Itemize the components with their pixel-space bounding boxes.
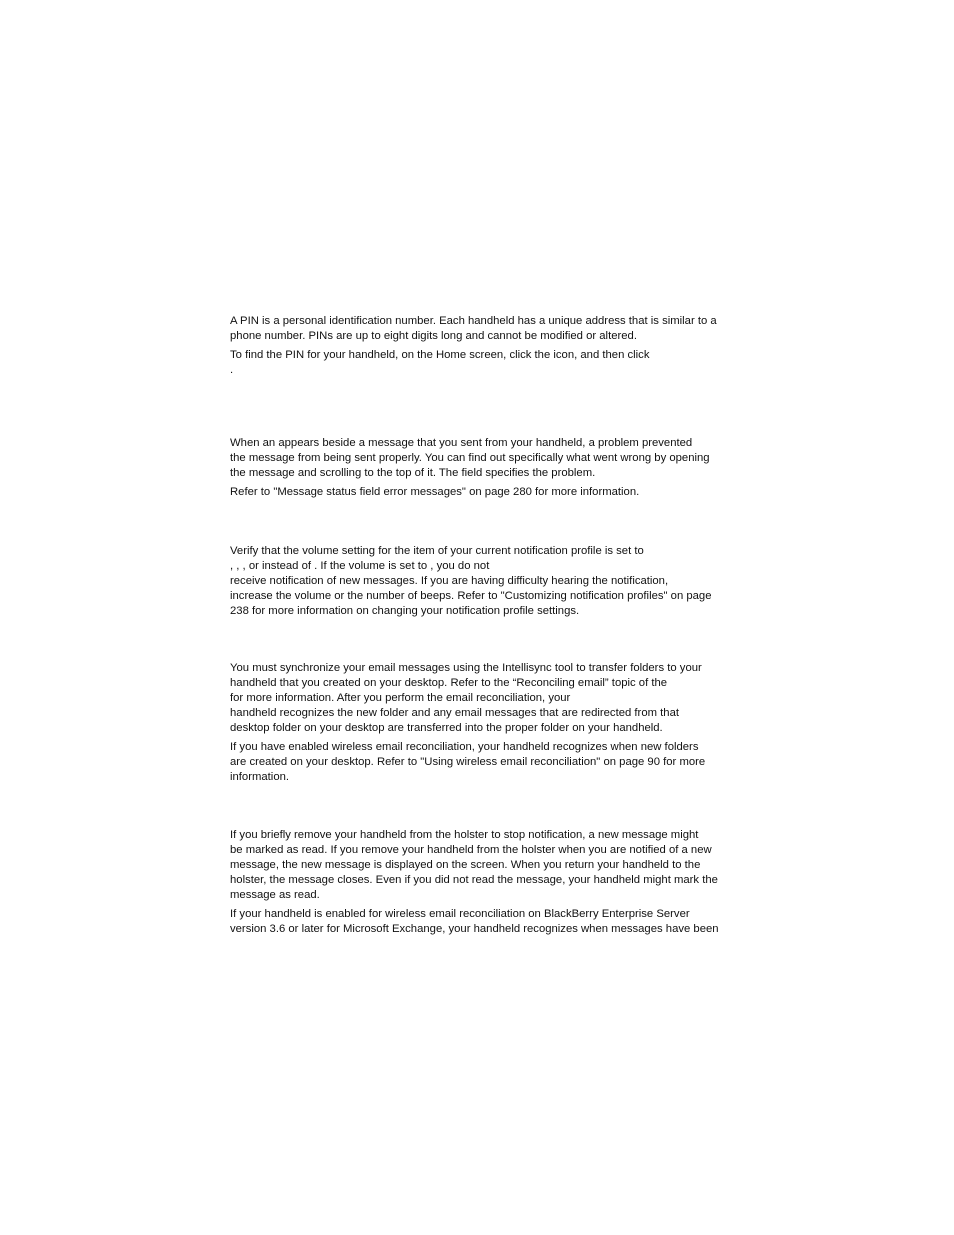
text-line: for more information. After you perform the email reconciliation, your — [230, 691, 571, 704]
text-line: When an appears beside a message that you sent from your handheld, a problem prevented — [230, 437, 693, 449]
find-pin-paragraph — [230, 348, 730, 378]
text-line: 238 for more information on changing your notification profile settings. — [230, 604, 580, 617]
message-status-reference-paragraph — [230, 485, 730, 500]
message-error-paragraph — [230, 436, 730, 481]
wireless-reconciliation-folders-paragraph — [230, 740, 730, 785]
text-line: be marked as read. If you remove your handheld from the holster when you are notified of a new — [230, 843, 712, 856]
text-line: If you have enabled wireless email reconciliation, your handheld recognizes when new folders — [230, 741, 699, 753]
text-line: phone number. PINs are up to eight digits long and cannot be modified or altered. — [230, 329, 637, 342]
text-line: , , , or instead of . If the volume is set to , you do not — [230, 559, 490, 572]
text-line: . — [230, 363, 234, 376]
text-line: holster, the message closes. Even if you did not read the message, your handheld might mark the — [230, 873, 718, 886]
text-line: are created on your desktop. Refer to "Using wireless email reconciliation" on page 90 for more — [230, 755, 706, 768]
text-line: version 3.6 or later for Microsoft Exchange, your handheld recognizes when messages have been — [230, 922, 719, 935]
text-line: handheld recognizes the new folder and any email messages that are redirected from that — [230, 706, 679, 719]
text-line: If your handheld is enabled for wireless email reconciliation on BlackBerry Enterprise Server — [230, 908, 690, 920]
text-line: handheld that you created on your desktop. Refer to the “Reconciling email” topic of the — [230, 676, 668, 689]
holster-read-paragraph — [230, 828, 730, 902]
text-line: information. — [230, 770, 290, 783]
text-line: You must synchronize your email messages using the Intellisync tool to transfer folders to your — [230, 662, 702, 674]
synchronize-folders-paragraph — [230, 661, 730, 735]
pin-definition-paragraph — [230, 314, 730, 344]
text-line: To find the PIN for your handheld, on the Home screen, click the icon, and then click — [230, 349, 650, 361]
text-line: the message and scrolling to the top of it. The field specifies the problem. — [230, 466, 596, 479]
text-line: message, the new message is displayed on the screen. When you return your handheld to the — [230, 858, 701, 871]
notification-volume-paragraph — [230, 544, 730, 618]
text-line: Refer to "Message status field error messages" on page 280 for more information. — [230, 486, 640, 498]
text-line: receive notification of new messages. If you are having difficulty hearing the notification, — [230, 574, 669, 587]
text-line: Verify that the volume setting for the item of your current notification profile is set to — [230, 545, 644, 557]
text-line: the message from being sent properly. You can find out specifically what went wrong by opening — [230, 451, 710, 464]
enterprise-server-paragraph — [230, 907, 730, 937]
text-line: If you briefly remove your handheld from the holster to stop notification, a new message might — [230, 829, 699, 841]
text-line: increase the volume or the number of beeps. Refer to "Customizing notification profiles" on page — [230, 589, 712, 602]
text-line: desktop folder on your desktop are transferred into the proper folder on your handheld. — [230, 721, 663, 734]
text-line: message as read. — [230, 888, 320, 901]
text-line: A PIN is a personal identification number. Each handheld has a unique address that is similar to a — [230, 315, 717, 327]
